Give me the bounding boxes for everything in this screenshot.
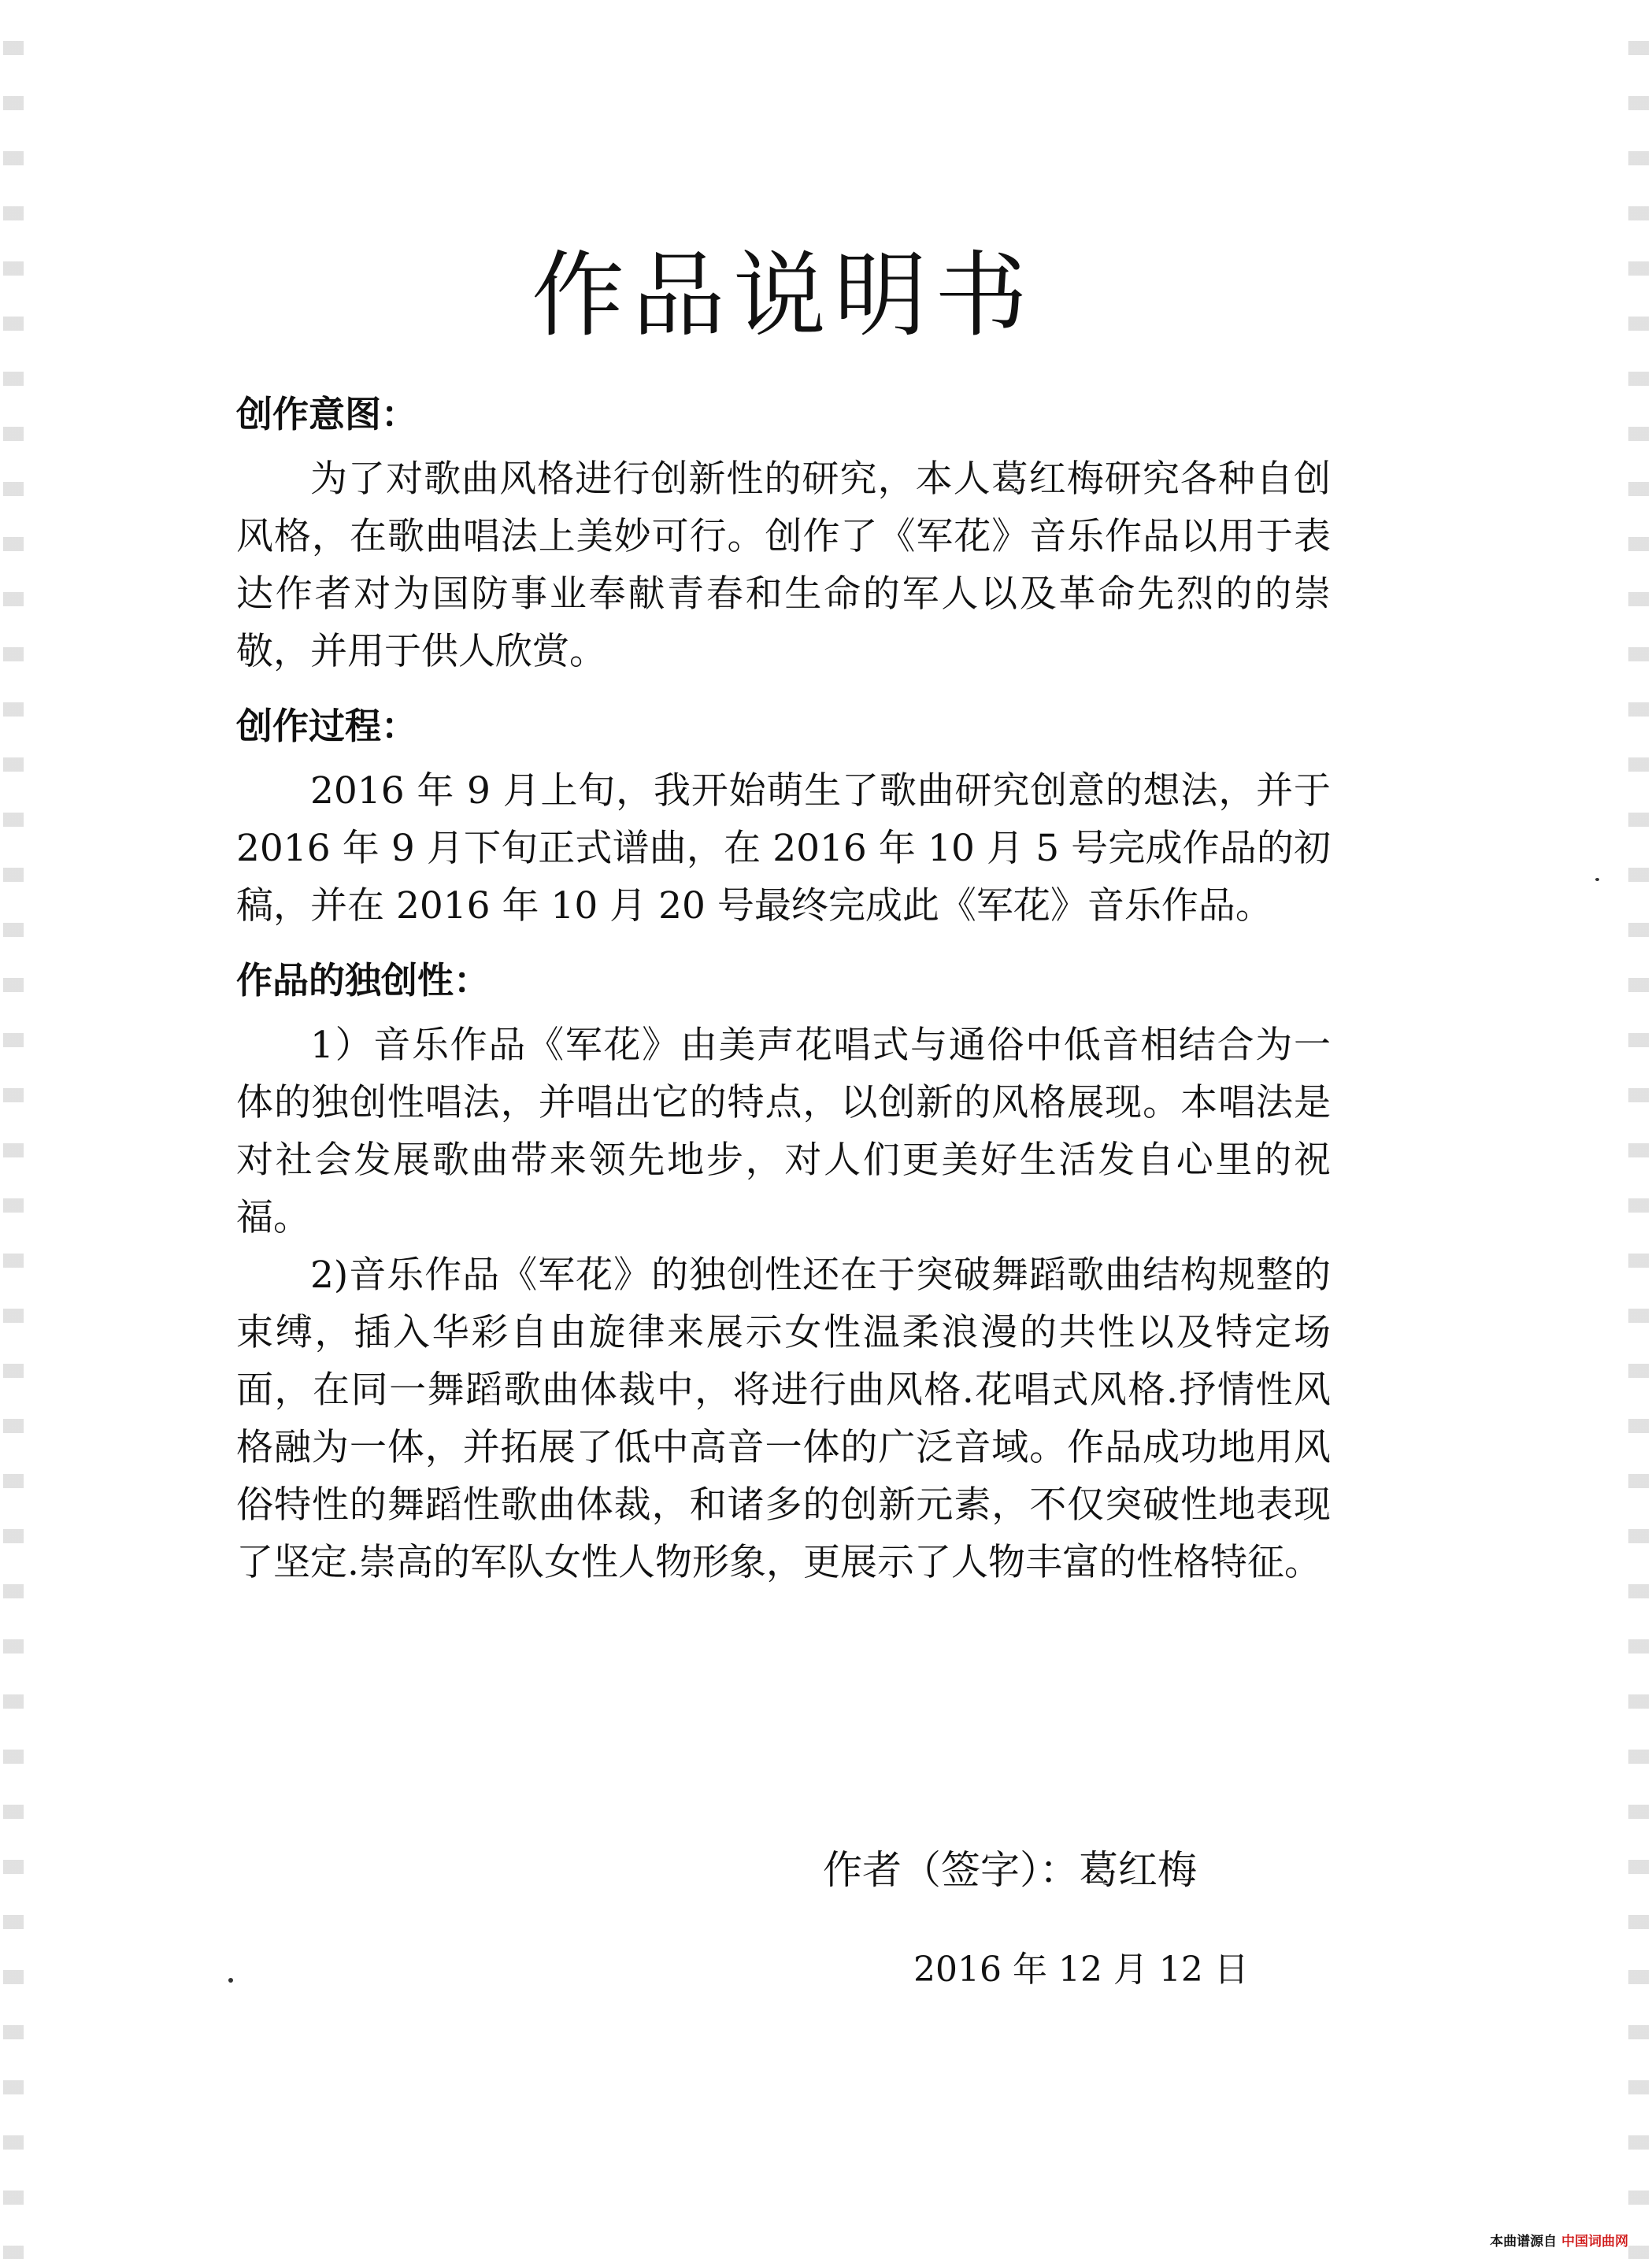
section-process <box>236 698 1331 935</box>
document-title: 作品说明书 <box>531 241 1035 350</box>
footer-prefix: 本曲谱源自 <box>1490 2234 1558 2250</box>
section-heading: 作品的独创性： <box>236 959 490 1002</box>
section-paragraph: 1）音乐作品《军花》由美声花唱式与通俗中低音相结合为一体的独创性唱法，并唱出它的特点，以创新的风格展现。本唱法是对社会发展歌曲带来领先地步，对人们更美好生活发自心里的祝福。 <box>236 1024 1331 1239</box>
author-signature: 作者（签字）：葛红梅 <box>823 1847 1197 1893</box>
footer-brand-link[interactable]: 中国词曲网 <box>1561 2234 1628 2250</box>
section-intent <box>236 386 1331 680</box>
scan-speck <box>1595 878 1599 881</box>
section-paragraph: 2)音乐作品《军花》的独创性还在于突破舞蹈歌曲结构规整的束缚，插入华彩自由旋律来展示女性温柔浪漫的共性以及特定场面，在同一舞蹈歌曲体裁中，将进行曲风格.花唱式风格.抒情性风格融为一体，并拓展了低中高音一体的广泛音域。作品成功地用风俗特性的舞蹈性歌曲体裁，和诸多的创新元素，不仅突破性地表现了坚定.崇高的军队女性人物形象，更展示了人物丰富的性格特征。 <box>236 1254 1331 1584</box>
section-heading: 创作意图： <box>236 393 417 435</box>
document-page <box>236 197 1331 1591</box>
signature-date: 2016 年 12 月 12 日 <box>913 1950 1249 1990</box>
scan-edge-right <box>1628 0 1649 2259</box>
source-footer <box>1490 2230 1628 2250</box>
section-originality <box>236 952 1331 1591</box>
scan-edge-left <box>3 0 24 2259</box>
section-paragraph: 为了对歌曲风格进行创新性的研究，本人葛红梅研究各种自创风格，在歌曲唱法上美妙可行。创作了《军花》音乐作品以用于表达作者对为国防事业奉献青春和生命的军人以及革命先烈的的崇敬，并用于供人欣赏。 <box>236 457 1331 673</box>
section-heading: 创作过程： <box>236 705 417 747</box>
section-paragraph: 2016 年 9 月上旬，我开始萌生了歌曲研究创意的想法，并于 2016 年 9 月下旬正式谱曲，在 2016 年 10 月 5 号完成作品的初稿，并在 2016 年 10 月 20 号最终完成此《军花》音乐作品。 <box>236 769 1331 928</box>
scan-speck <box>228 1978 233 1983</box>
